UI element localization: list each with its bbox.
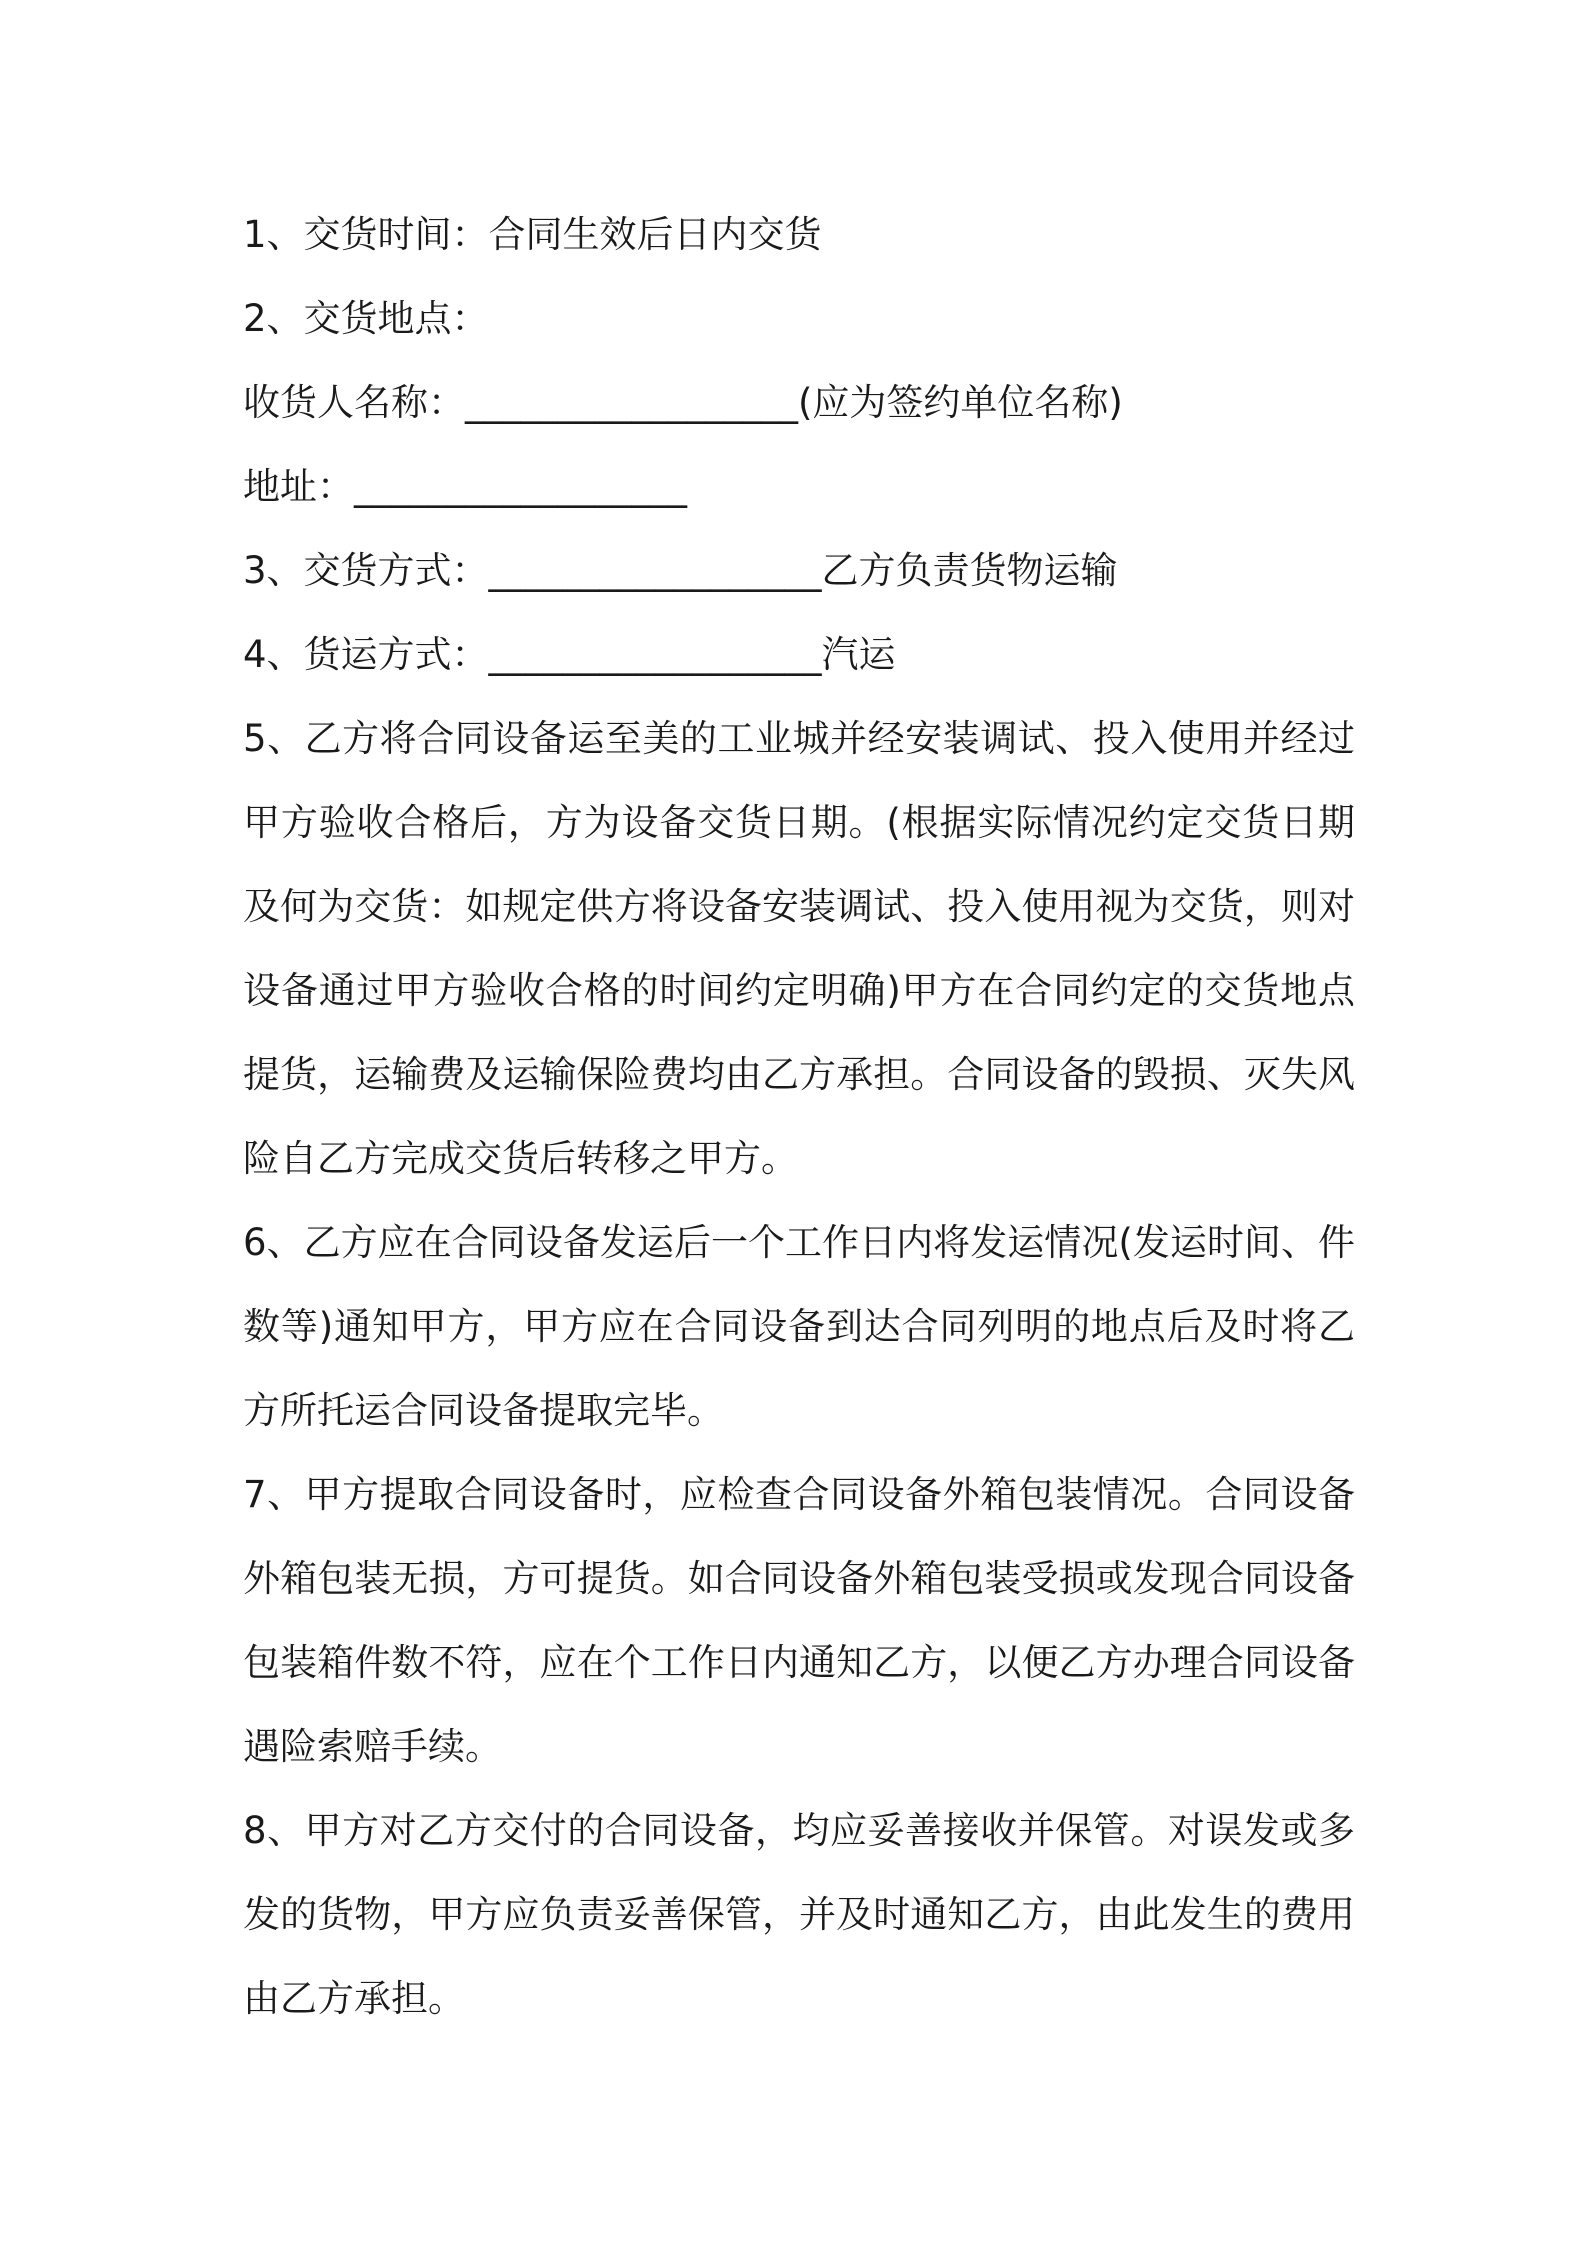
document-body: [243, 193, 1355, 2041]
clause-8-custody: 8、甲方对乙方交付的合同设备，均应妥善接收并保管。对误发或多发的货物，甲方应负责妥善保管，并及时通知乙方，由此发生的费用由乙方承担。: [243, 1809, 1355, 2020]
clause-7-package-inspection: 7、甲方提取合同设备时，应检查合同设备外箱包装情况。合同设备外箱包装无损，方可提货。如合同设备外箱包装受损或发现合同设备包装箱件数不符，应在个工作日内通知乙方，以便乙方办理合同设备遇险索赔手续。: [243, 1473, 1355, 1768]
clause-delivery-location: 2、交货地点：: [243, 297, 489, 340]
clause-5-delivery-acceptance: 5、乙方将合同设备运至美的工业城并经安装调试、投入使用并经过甲方验收合格后，方为设备交货日期。(根据实际情况约定交货日期及何为交货：如规定供方将设备安装调试、投入使用视为交货，则对设备通过甲方验收合格的时间约定明确)甲方在合同约定的交货地点提货，运输费及运输保险费均由乙方承担。合同设备的毁损、灭失风险自乙方完成交货后转移之甲方。: [243, 717, 1355, 1180]
clause-delivery-method: 3、交货方式：__________________乙方负责货物运输: [243, 549, 1118, 592]
clause-freight-method: 4、货运方式：__________________汽运: [243, 633, 896, 676]
consignee-name-line: 收货人名称：__________________(应为签约单位名称): [243, 381, 1123, 424]
clause-6-shipping-notice: 6、乙方应在合同设备发运后一个工作日内将发运情况(发运时间、件数等)通知甲方，甲方应在合同设备到达合同列明的地点后及时将乙方所托运合同设备提取完毕。: [243, 1221, 1355, 1432]
address-line: 地址：__________________: [243, 465, 687, 508]
clause-delivery-time: 1、交货时间：合同生效后日内交货: [243, 213, 822, 256]
